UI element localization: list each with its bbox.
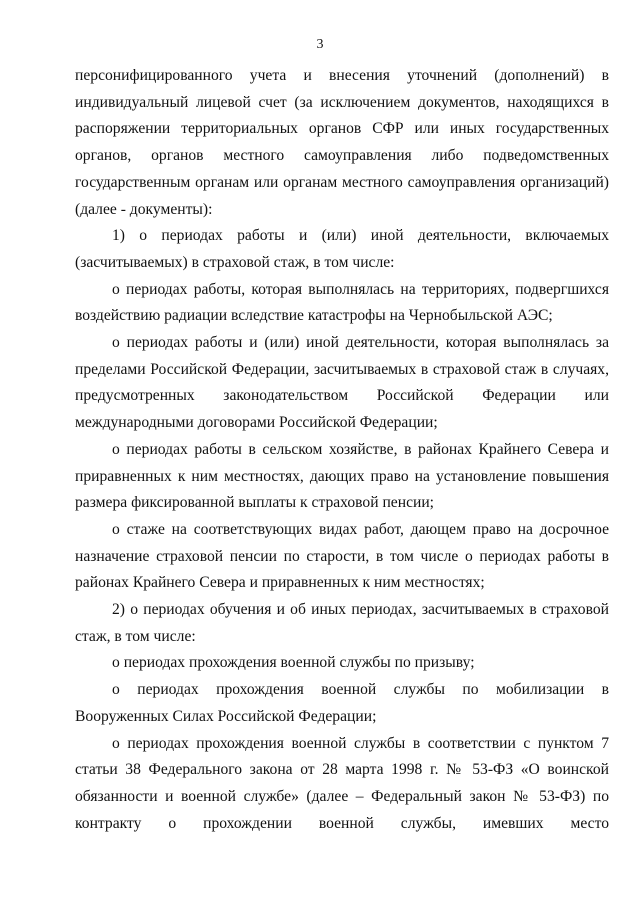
paragraph-abroad: о периодах работы и (или) иной деятельности, которая выполнялась за пределами Российской Федерации, засчитываемых в страховой стаж в случаях, предусмотренных законодательством Российской Федерации или международными договорами Российской Федерации; (75, 334, 609, 432)
paragraph-conscription: о периодах прохождения военной службы по призыву; (112, 654, 475, 672)
paragraph-contract-service: о периодах прохождения военной службы в соответствии с пунктом 7 статьи 38 Федерального закона от 28 марта 1998 г. № 53-ФЗ «О воинской обязанности и военной службе» (далее – Федеральный закон № 53-ФЗ) по контракту о прохождении военной службы, имевших место (75, 734, 609, 832)
paragraph-item-2: 2) о периодах обучения и об иных периодах, засчитываемых в страховой стаж, в том числе: (75, 601, 609, 645)
document-body (75, 63, 609, 837)
paragraph-special-work: о стаже на соответствующих видах работ, дающем право на досрочное назначение страховой пенсии по старости, в том числе о периодах работы в районах Крайнего Севера и приравненных к ним местностях; (75, 520, 609, 592)
page-number: 3 (316, 37, 324, 52)
paragraph-agriculture-north: о периодах работы в сельском хозяйстве, в районах Крайнего Севера и приравненных к ним местностях, дающих право на установление повышения размера фиксированной выплаты к страховой пенсии; (75, 440, 609, 512)
paragraph-chernobyl: о периодах работы, которая выполнялась на территориях, подвергшихся воздействию радиации вследствие катастрофы на Чернобыльской АЭС; (75, 280, 609, 325)
paragraph-item-1: 1) о периодах работы и (или) иной деятельности, включаемых (засчитываемых) в страховой стаж, в том числе: (75, 227, 609, 271)
paragraph-continuation: персонифицированного учета и внесения уточнений (дополнений) в индивидуальный лицевой счет (за исключением документов, находящихся в распоряжении территориальных органов СФР или иных государственных органов, органов местного самоуправления либо подведомственных государственным органам или органам местного самоуправления организаций) (далее - документы): (75, 67, 609, 218)
paragraph-mobilization: о периодах прохождения военной службы по мобилизации в Вооруженных Силах Российской Федерации; (75, 681, 609, 725)
